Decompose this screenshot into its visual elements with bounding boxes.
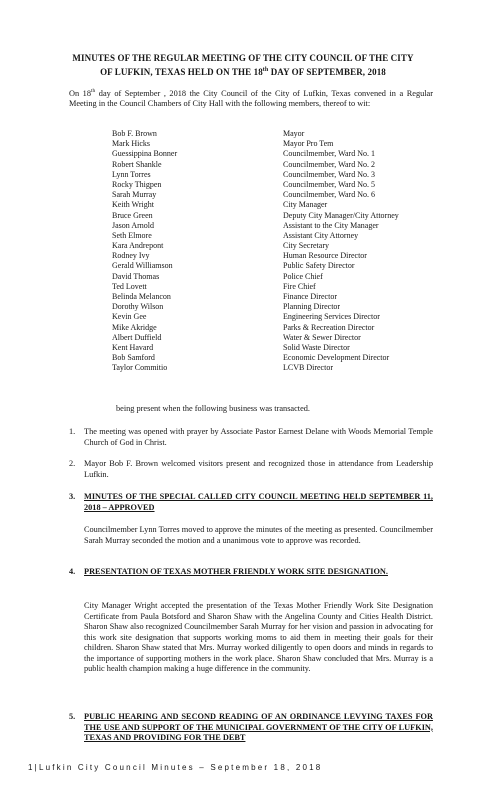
attendance-roster [112, 129, 432, 374]
roster-row [112, 129, 432, 139]
member-role: Councilmember, Ward No. 2 [283, 159, 375, 169]
member-name: Kevin Gee [112, 312, 147, 322]
item-text: Mayor Bob F. Brown welcomed visitors present and recognized those in attendance from Leadership Lufkin. [84, 459, 433, 479]
member-role: Mayor [283, 129, 305, 138]
title-line-2-end: DAY OF SEPTEMBER, 2018 [268, 67, 386, 77]
roster-row [112, 353, 432, 363]
roster-row [112, 160, 432, 170]
intro-paragraph [69, 86, 433, 110]
roster-row [112, 312, 432, 322]
member-name: Kent Havard [112, 342, 154, 352]
intro-start: On 18 [69, 88, 91, 98]
roster-row [112, 190, 432, 200]
document-title [40, 52, 446, 78]
member-role: City Manager [283, 200, 328, 210]
item-4-text: City Manager Wright accepted the presentation of the Texas Mother Friendly Work Site Designation Certificate from Paula Botsford and Sharon Shaw with the Angelina County and Cities Health District. Sharon Shaw also recognized Councilmember Sarah Murray for her vision and passion in advocating for this work site designation that supports working moms to aid them in meeting their goals for their children. Sharon Shaw stated that Mrs. Murray worked diligently to open doors and minds in regards to the importance of supporting mothers in the work place. Sharon Shaw concluded that Mrs. Murray is a public health champion making a huge difference in the community. [84, 601, 433, 673]
member-name: Keith Wright [112, 200, 154, 210]
member-name: Taylor Commitio [112, 363, 168, 373]
roster-row [112, 323, 432, 333]
member-role: Assistant to the City Manager [283, 220, 379, 230]
member-name: Jason Arnold [112, 220, 154, 230]
agenda-item-4 [69, 567, 433, 578]
member-name: Mark Hicks [112, 139, 150, 149]
roster-row [112, 302, 432, 312]
item-3-text: Councilmember Lynn Torres moved to approve the minutes of the meeting as presented. Councilmember Sarah Murray seconded the motion and a unanimous vote to approve was recorded. [84, 525, 433, 545]
member-role: Mayor Pro Tem [283, 139, 334, 149]
member-name: Sarah Murray [112, 190, 157, 200]
member-name: Lynn Torres [112, 169, 151, 179]
member-role: Assistant City Attorney [283, 230, 359, 240]
roster-row [112, 231, 432, 241]
member-role: Public Safety Director [283, 261, 355, 271]
intro-rest: day of September , 2018 the City Council of the City of Lufkin, Texas convened in a Regular Meeting in the Council Chambers of City Hall with the following members, thereof to wit: [69, 88, 433, 109]
roster-row [112, 211, 432, 221]
member-role: Councilmember, Ward No. 5 [283, 179, 375, 189]
roster-row [112, 333, 432, 343]
item-number: 1. [69, 427, 76, 436]
agenda-item-3 [69, 492, 433, 513]
agenda-item-2 [69, 459, 433, 480]
roster-row [112, 200, 432, 210]
roster-row [112, 251, 432, 261]
roster-row [112, 180, 432, 190]
title-line-2 [40, 64, 446, 78]
member-name: Bob F. Brown [112, 129, 157, 138]
member-role: Deputy City Manager/City Attorney [283, 210, 399, 220]
member-role: Human Resource Director [283, 251, 367, 261]
item-number: 3. [69, 492, 76, 501]
roster-row [112, 139, 432, 149]
member-role: Engineering Services Director [283, 312, 380, 322]
member-name: Mike Akridge [112, 322, 157, 332]
page-footer: 1|Lufkin City Council Minutes – September 18, 2018 [28, 763, 323, 772]
member-role: Councilmember, Ward No. 6 [283, 190, 375, 200]
item-number: 4. [69, 567, 76, 576]
roster-row [112, 272, 432, 282]
member-name: Rocky Thigpen [112, 179, 162, 189]
agenda-item-5 [69, 712, 433, 744]
footer-page-number: 1 [28, 763, 35, 772]
member-name: Rodney Ivy [112, 251, 150, 261]
member-name: Ted Lovett [112, 281, 147, 291]
roster-row [112, 282, 432, 292]
member-name: Bruce Green [112, 210, 153, 220]
member-role: Councilmember, Ward No. 3 [283, 169, 375, 179]
item-heading: PRESENTATION OF TEXAS MOTHER FRIENDLY WORK SITE DESIGNATION. [84, 567, 388, 576]
roster-row [112, 363, 432, 373]
roster-row [112, 221, 432, 231]
title-ordinal-suffix: th [262, 67, 269, 73]
item-heading: MINUTES OF THE SPECIAL CALLED CITY COUNCIL MEETING HELD SEPTEMBER 11, 2018 – APPROVED [84, 492, 433, 512]
member-name: David Thomas [112, 271, 160, 281]
member-role: Economic Development Director [283, 353, 390, 363]
intro-ordinal-suffix: th [90, 88, 96, 94]
member-name: Belinda Melancon [112, 292, 171, 301]
item-number: 2. [69, 459, 76, 468]
member-role: Finance Director [283, 292, 337, 301]
member-name: Seth Elmore [112, 230, 152, 240]
member-role: Parks & Recreation Director [283, 322, 375, 332]
item-heading: PUBLIC HEARING AND SECOND READING OF AN ORDINANCE LEVYING TAXES FOR THE USE AND SUPPORT OF THE MUNICIPAL GOVERNMENT OF THE CITY OF LUFKIN, TEXAS AND PROVIDING FOR THE DEBT [84, 712, 433, 743]
footer-text: Lufkin City Council Minutes – September 18, 2018 [38, 763, 323, 772]
member-role: Water & Sewer Director [283, 332, 361, 342]
member-name: Bob Samford [112, 353, 155, 363]
member-name: Gerald Williamson [112, 261, 173, 271]
member-role: Councilmember, Ward No. 1 [283, 149, 375, 159]
member-name: Albert Duffield [112, 332, 162, 342]
present-statement: being present when the following business was transacted. [116, 404, 311, 413]
member-name: Dorothy Wilson [112, 302, 164, 312]
member-name: Guessippina Bonner [112, 149, 178, 159]
title-line-2-start: OF LUFKIN, TEXAS HELD ON THE 18 [100, 67, 263, 77]
member-role: City Secretary [283, 241, 329, 251]
title-line-1: MINUTES OF THE REGULAR MEETING OF THE CITY COUNCIL OF THE CITY [72, 53, 414, 63]
member-name: Kara Andrepont [112, 241, 164, 251]
roster-row [112, 170, 432, 180]
roster-row [112, 343, 432, 353]
item-text: The meeting was opened with prayer by Associate Pastor Earnest Delane with Woods Memorial Temple Church of God in Christ. [84, 427, 433, 447]
member-name: Robert Shankle [112, 159, 162, 169]
member-role: Solid Waste Director [283, 342, 350, 352]
roster-row [112, 292, 432, 302]
member-role: LCVB Director [283, 363, 333, 373]
item-number: 5. [69, 712, 76, 721]
member-role: Planning Director [283, 302, 341, 312]
member-role: Fire Chief [283, 281, 316, 291]
roster-row [112, 149, 432, 159]
roster-row [112, 261, 432, 271]
roster-row [112, 241, 432, 251]
member-role: Police Chief [283, 271, 323, 281]
agenda-item-1 [69, 427, 433, 448]
